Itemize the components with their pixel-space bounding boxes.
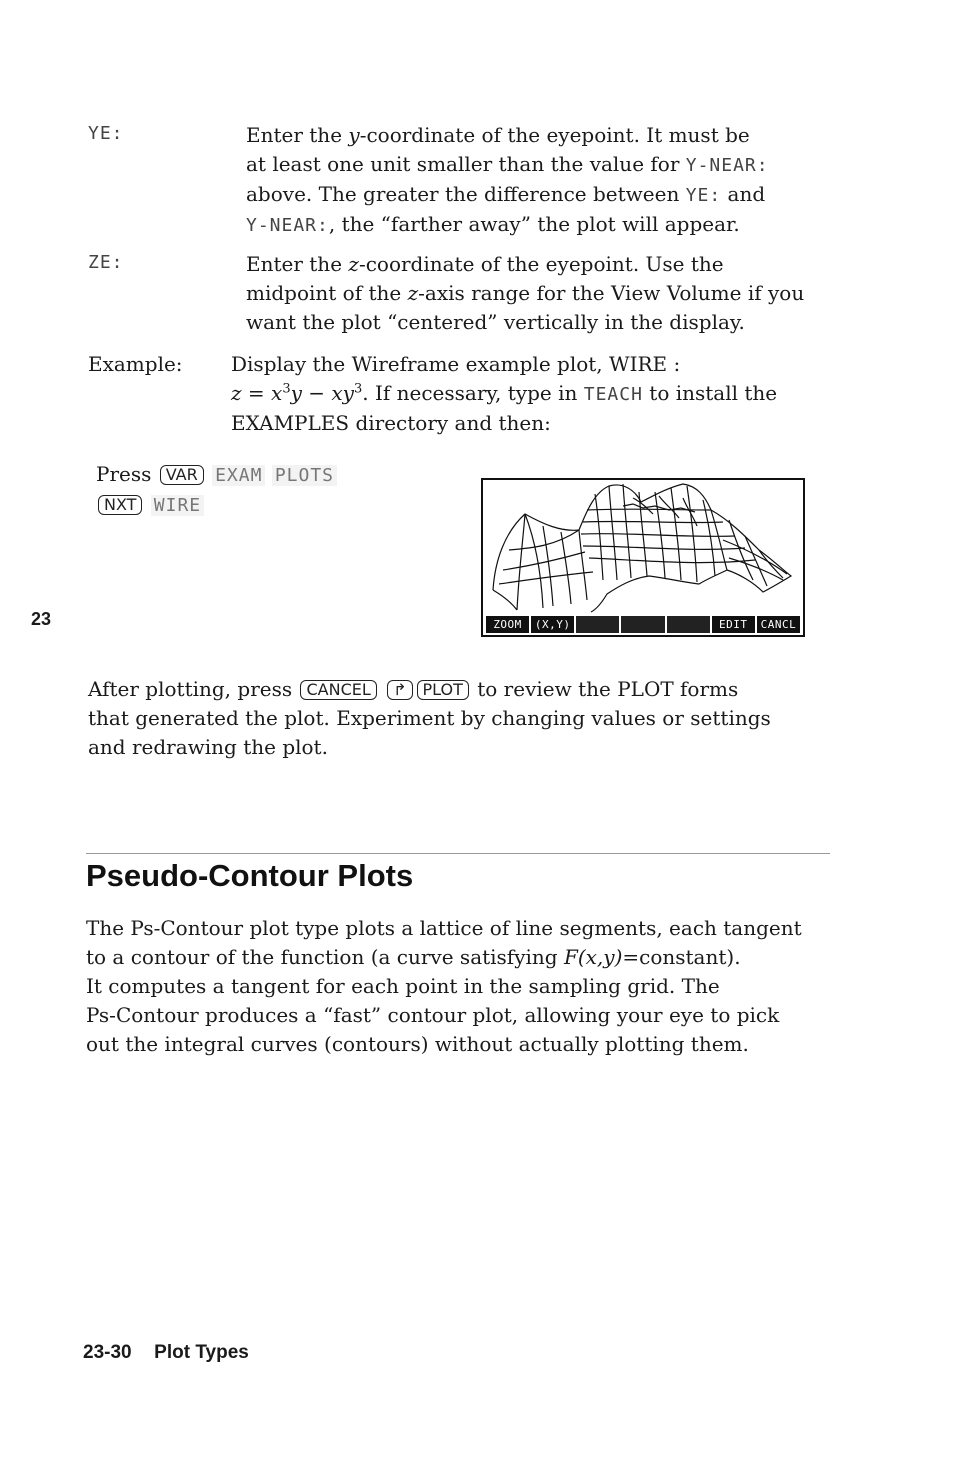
calculator-text: YE: <box>685 185 722 206</box>
text-line <box>231 350 871 379</box>
text-run: , the “farther away” the plot will appear. <box>328 212 740 236</box>
text-run: and <box>721 182 766 206</box>
calculator-text: TEACH <box>583 384 643 405</box>
text-run: to a contour of the function (a curve satisfying <box>86 945 564 969</box>
text-line <box>231 379 871 409</box>
softkey-blank-3[interactable] <box>667 616 710 633</box>
param-label-ye: YE: <box>88 123 124 144</box>
text-run: Press <box>96 462 158 486</box>
text-line <box>246 210 846 240</box>
menu-key: PLOTS <box>272 465 337 486</box>
text-run: out the integral curves (contours) without actually plotting them. <box>86 1032 749 1056</box>
chapter-tab: 23 <box>31 609 52 629</box>
text-line <box>86 943 846 972</box>
superscript: 3 <box>282 381 291 397</box>
menu-key: WIRE <box>151 495 204 516</box>
text-run: and redrawing the plot. <box>88 735 328 759</box>
keyboard-key: NXT <box>98 495 142 515</box>
text-run: − <box>301 381 332 405</box>
param-desc-ze <box>246 250 866 337</box>
math-variable: y <box>290 381 302 405</box>
text-run: -coordinate of the eyepoint. It must be <box>359 123 750 147</box>
text-line <box>246 279 866 308</box>
softkey-xy[interactable]: (X,Y) <box>531 616 574 633</box>
section-rule <box>86 853 830 854</box>
section-heading: Pseudo-Contour Plots <box>86 858 414 893</box>
math-variable: x <box>331 381 343 405</box>
after-plotting-paragraph <box>88 675 848 762</box>
text-line <box>86 914 846 943</box>
text-run: Enter the <box>246 252 349 276</box>
text-run: = <box>241 381 272 405</box>
text-run: The Ps-Contour plot type plots a lattice of line segments, each tangent <box>86 916 802 940</box>
math-variable: z <box>231 381 242 405</box>
menu-key: EXAM <box>212 465 265 486</box>
softkey-blank-1[interactable] <box>576 616 619 633</box>
calculator-text: Y-NEAR: <box>246 215 329 236</box>
text-run: Display the Wireframe example plot, WIRE : <box>231 352 681 376</box>
text-run: EXAMPLES directory and then: <box>231 411 551 435</box>
math-variable: y <box>342 381 354 405</box>
text-run <box>379 677 385 701</box>
text-run: at least one unit smaller than the value for <box>246 152 686 176</box>
text-run <box>265 462 271 486</box>
param-desc-ye <box>246 121 846 240</box>
text-run: to install the <box>642 381 778 405</box>
text-run <box>144 492 150 516</box>
text-line <box>246 150 846 180</box>
text-run: =constant). <box>622 945 741 969</box>
calculator-text: Y-NEAR: <box>685 155 769 176</box>
text-line <box>86 1030 846 1059</box>
text-line <box>246 250 866 279</box>
keyboard-key: ↱ <box>387 680 412 700</box>
chapter-title: Plot Types <box>154 1342 249 1363</box>
calculator-screen <box>481 478 805 637</box>
text-line <box>231 409 871 438</box>
page-footer <box>83 1342 249 1364</box>
text-run: to review the PLOT forms <box>470 677 739 701</box>
text-run: Ps-Contour produces a “fast” contour plot, allowing your eye to pick <box>86 1003 780 1027</box>
text-run: It computes a tangent for each point in the sampling grid. The <box>86 974 720 998</box>
text-run: -coordinate of the eyepoint. Use the <box>358 252 724 276</box>
text-line <box>88 675 848 704</box>
softkey-blank-2[interactable] <box>621 616 664 633</box>
text-run: Enter the <box>246 123 349 147</box>
wireframe-left-wing <box>493 514 543 610</box>
keystroke-instructions <box>96 460 436 520</box>
text-line <box>246 180 846 210</box>
math-variable: y <box>348 123 360 147</box>
wireframe-plot <box>483 480 803 614</box>
text-run: midpoint of the <box>246 281 408 305</box>
text-run: want the plot “centered” vertically in the display. <box>246 310 745 334</box>
keyboard-key: CANCEL <box>300 680 376 700</box>
example-label: Example: <box>88 352 183 376</box>
math-variable: x <box>271 381 283 405</box>
text-run: above. The greater the difference between <box>246 182 686 206</box>
text-run: -axis range for the View Volume if you <box>418 281 805 305</box>
softkey-cancl[interactable]: CANCL <box>757 616 800 633</box>
text-line <box>246 308 866 337</box>
keyboard-key: PLOT <box>417 680 469 700</box>
text-line <box>96 460 436 490</box>
text-line <box>88 733 848 762</box>
softkey-edit[interactable]: EDIT <box>712 616 755 633</box>
section-body <box>86 914 846 1059</box>
text-line <box>86 1001 846 1030</box>
text-run: After plotting, press <box>88 677 299 701</box>
text-run: that generated the plot. Experiment by changing values or settings <box>88 706 771 730</box>
text-line <box>88 704 848 733</box>
param-label-ze: ZE: <box>88 252 124 273</box>
math-variable: z <box>348 252 359 276</box>
keyboard-key: VAR <box>160 465 204 485</box>
text-line <box>96 490 436 520</box>
softkey-zoom[interactable]: ZOOM <box>486 616 529 633</box>
example-text <box>231 350 871 438</box>
softkey-menu <box>486 616 800 633</box>
text-line <box>86 972 846 1001</box>
page-number: 23-30 <box>83 1342 132 1363</box>
text-line <box>246 121 846 150</box>
text-run: . If necessary, type in <box>362 381 584 405</box>
superscript: 3 <box>353 381 363 397</box>
math-variable: z <box>407 281 419 305</box>
math-variable: F(x,y) <box>563 945 623 969</box>
